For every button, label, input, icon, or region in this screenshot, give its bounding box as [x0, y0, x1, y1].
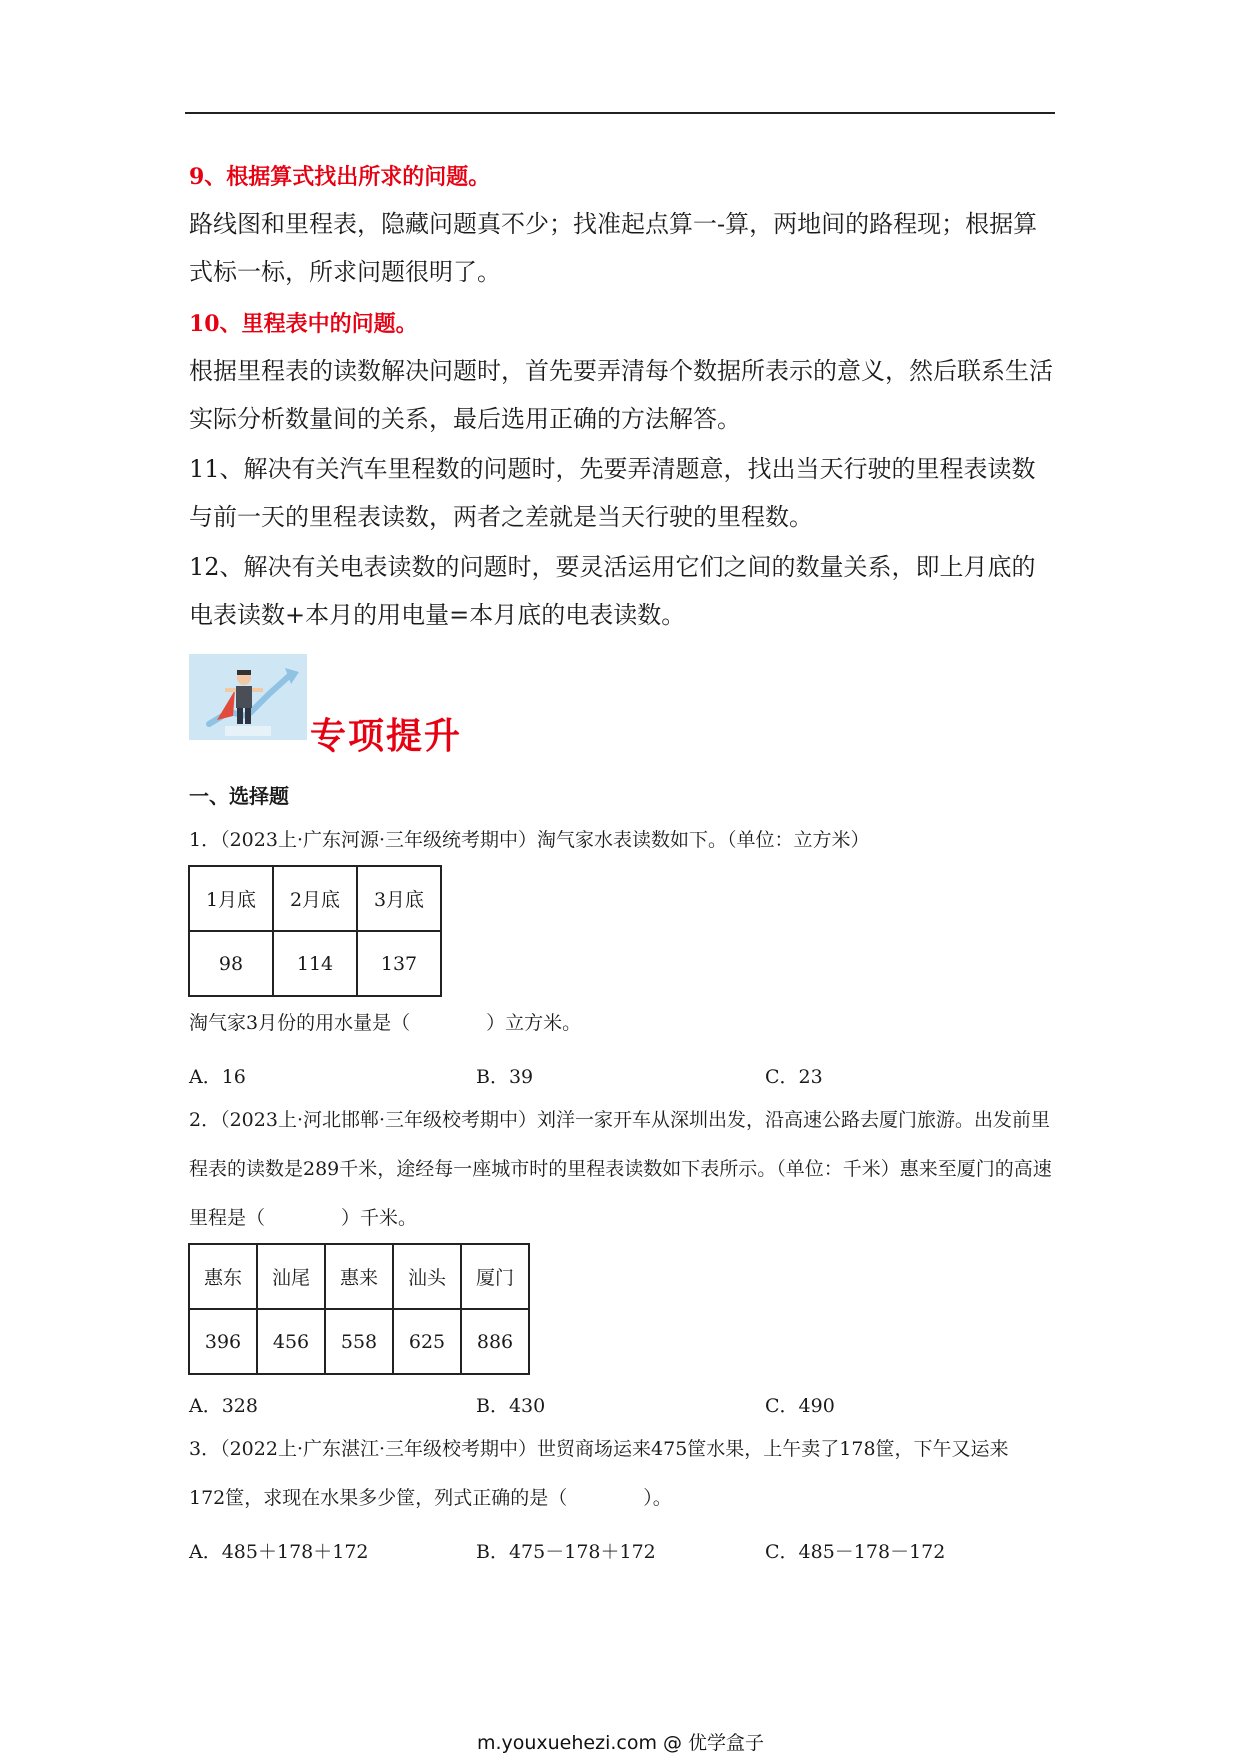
q1-value-cell: 98	[189, 931, 273, 996]
q2-value-cell: 396	[189, 1309, 257, 1374]
item10-body: 根据里程表的读数解决问题时，首先要弄清每个数据所表示的意义，然后联系生活实际分析数量间的关系，最后选用正确的方法解答。	[189, 357, 1053, 433]
q2-choice-c: C．490	[765, 1395, 835, 1417]
q2-value-cell: 456	[257, 1309, 325, 1374]
item9-body: 路线图和里程表，隐藏问题真不少；找准起点算一-算，两地间的路程现；根据算式标一标，所求问题很明了。	[189, 210, 1038, 286]
q3-choice-a: A．485＋178＋172	[189, 1541, 369, 1563]
q1-choice-a: A．16	[189, 1066, 246, 1088]
item10-title: 10、里程表中的问题。	[189, 311, 418, 337]
q2-choice-a: A．328	[189, 1395, 258, 1417]
q1-choice-c: C．23	[765, 1066, 823, 1088]
q1-value-cell: 114	[273, 931, 357, 996]
q1-header-cell: 2月底	[273, 866, 357, 931]
q1-value-cell: 137	[357, 931, 441, 996]
q2-header-cell: 汕头	[393, 1244, 461, 1309]
q1-header-cell: 3月底	[357, 866, 441, 931]
q3-choice-c: C．485－178－172	[765, 1541, 946, 1563]
item9-title: 9、根据算式找出所求的问题。	[189, 164, 491, 190]
q3-choice-b: B．475－178＋172	[476, 1541, 656, 1563]
q1-question: 淘气家3月份的用水量是（ ）立方米。	[189, 1012, 582, 1034]
q1-table	[188, 865, 442, 997]
item11-body: 11、解决有关汽车里程数的问题时，先要弄清题意，找出当天行驶的里程表读数与前一天的里程表读数，两者之差就是当天行驶的里程数。	[189, 455, 1036, 531]
q2-table	[188, 1243, 530, 1375]
footer-watermark[interactable]: m.youxuehezi.com @ 优学盒子	[476, 1732, 765, 1754]
q2-value-cell: 625	[393, 1309, 461, 1374]
banner-title: 专项提升	[310, 715, 463, 757]
q2-value-cell: 886	[461, 1309, 529, 1374]
q2-choice-b: B．430	[476, 1395, 546, 1417]
q1-header-cell: 1月底	[189, 866, 273, 931]
q2-header-cell: 惠东	[189, 1244, 257, 1309]
q2-stem: 2．（2023上·河北邯郸·三年级校考期中）刘洋一家开车从深圳出发，沿高速公路去厦门旅游。出发前里程表的读数是289千米，途经每一座城市时的里程表读数如下表所示。（单位：千米）惠来至厦门的高速里程是（ ）千米。	[189, 1109, 1052, 1229]
q1-stem: 1．（2023上·广东河源·三年级统考期中）淘气家水表读数如下。（单位：立方米）	[189, 829, 870, 851]
person-cape-growth-chart-icon	[189, 654, 307, 740]
q2-header-cell: 惠来	[325, 1244, 393, 1309]
q3-stem: 3．（2022上·广东湛江·三年级校考期中）世贸商场运来475筐水果，上午卖了178筐，下午又运来172筐，求现在水果多少筐，列式正确的是（ ）。	[189, 1438, 1009, 1509]
item12-body: 12、解决有关电表读数的问题时，要灵活运用它们之间的数量关系，即上月底的电表读数+本月的用电量=本月底的电表读数。	[189, 553, 1036, 629]
q2-value-cell: 558	[325, 1309, 393, 1374]
q2-header-cell: 厦门	[461, 1244, 529, 1309]
q2-header-cell: 汕尾	[257, 1244, 325, 1309]
header-rule	[185, 112, 1055, 114]
q1-choice-b: B．39	[476, 1066, 534, 1088]
section-title: 一、选择题	[189, 784, 289, 808]
banner-illustration	[189, 654, 307, 740]
